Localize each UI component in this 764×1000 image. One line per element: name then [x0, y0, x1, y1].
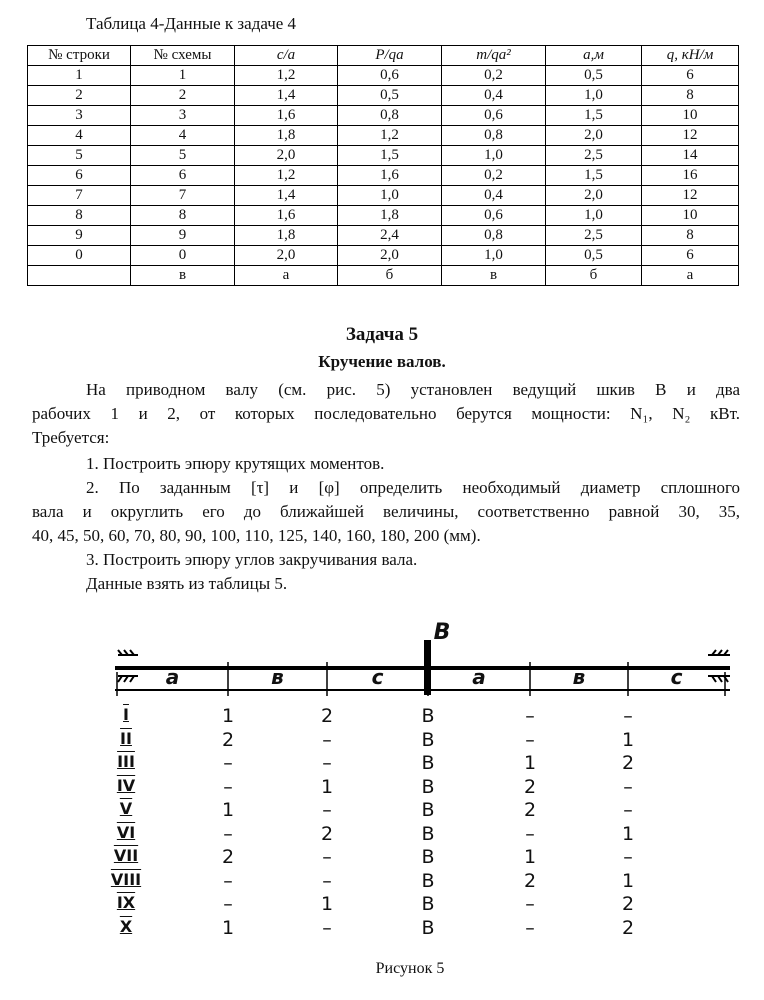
table-cell: в [131, 266, 235, 286]
scheme-value: – [322, 846, 332, 868]
table-cell: 3 [131, 106, 235, 126]
table-cell: 10 [642, 106, 739, 126]
scheme-number: I [123, 705, 129, 724]
table-cell: 8 [642, 86, 739, 106]
table-cell: 8 [131, 206, 235, 226]
table-cell: 6 [131, 166, 235, 186]
table-cell: 1,8 [235, 126, 338, 146]
table-cell: 0,5 [546, 66, 642, 86]
table-row [28, 246, 739, 266]
scheme-value: 2 [523, 775, 537, 798]
paragraph-line: вала и округлить его до ближайшей величины, соответственно равной 30, 35, [32, 502, 740, 521]
table-cell: 0,8 [442, 226, 546, 246]
scheme-value: – [223, 822, 233, 845]
scheme-number: III [117, 752, 135, 771]
scheme-number: V [119, 799, 133, 818]
scheme-value: – [525, 893, 535, 915]
scheme-value: B [421, 916, 435, 939]
table-cell: б [338, 266, 442, 286]
scheme-value: B [421, 799, 435, 821]
scheme-value: – [623, 846, 633, 868]
table-cell: 6 [642, 246, 739, 266]
scheme-value: – [623, 799, 633, 821]
table-cell: 5 [131, 146, 235, 166]
shaft-figure [80, 610, 760, 960]
paragraph-line: На приводном валу (см. рис. 5) установлен ведущий шкив B и два [86, 380, 740, 399]
col-header: № строки [28, 46, 131, 66]
paragraph-line: рабочих 1 и 2, от которых последовательно берутся мощности: N₁, N₂ кВт. [32, 404, 740, 423]
table-cell: 1,6 [338, 166, 442, 186]
table-cell: 1,6 [235, 106, 338, 126]
scheme-value: – [525, 822, 535, 845]
table-cell: 0,2 [442, 66, 546, 86]
scheme-value: – [525, 916, 535, 939]
scheme-value: 2 [523, 869, 537, 892]
scheme-number: VIII [110, 869, 142, 889]
table-cell: 4 [131, 126, 235, 146]
table-cell: 16 [642, 166, 739, 186]
scheme-value: – [525, 705, 535, 727]
segment-label: в [271, 665, 284, 689]
table-row [28, 146, 739, 166]
table-row [28, 226, 739, 246]
table-cell: 1,0 [442, 146, 546, 166]
scheme-value: 1 [221, 916, 235, 939]
table-cell: а [642, 266, 739, 286]
col-header: P/qa [338, 46, 442, 66]
col-header: № схемы [131, 46, 235, 66]
table-cell: 0,4 [442, 186, 546, 206]
scheme-value: 2 [621, 916, 635, 939]
scheme-value: 1 [523, 752, 537, 774]
data-table [27, 45, 739, 286]
table-cell: 0,8 [338, 106, 442, 126]
scheme-value: – [322, 799, 332, 821]
table-cell: 5 [28, 146, 131, 166]
scheme-value: – [322, 869, 332, 892]
col-header: m/qa² [442, 46, 546, 66]
scheme-value: 1 [621, 869, 635, 892]
shaft-drawing [80, 610, 760, 720]
scheme-value: 1 [621, 728, 635, 751]
paragraph-line: Требуется: [32, 428, 110, 447]
paragraph-line: 40, 45, 50, 60, 70, 80, 90, 100, 110, 125, 140, 160, 180, 200 (мм). [32, 526, 481, 545]
scheme-number: VI [116, 822, 136, 842]
table-cell: 1,4 [235, 186, 338, 206]
scheme-value: 1 [221, 799, 235, 821]
table-cell: 8 [28, 206, 131, 226]
scheme-value: 2 [621, 752, 635, 774]
scheme-value: – [322, 916, 332, 939]
table-cell: 12 [642, 186, 739, 206]
scheme-value: B [421, 775, 435, 798]
scheme-number: X [119, 916, 133, 936]
list-item: 2. По заданным [τ] и [φ] определить необходимый диаметр сплошного [86, 478, 740, 497]
table-cell: 1,2 [235, 166, 338, 186]
table-cell: 1,8 [235, 226, 338, 246]
scheme-value: – [322, 752, 332, 774]
table-cell: 0,4 [442, 86, 546, 106]
pulley-label: B [433, 620, 451, 645]
table-cell: 2,0 [338, 246, 442, 266]
table-cell: 1,0 [338, 186, 442, 206]
list-item: 1. Построить эпюру крутящих моментов. [86, 454, 385, 473]
scheme-value: B [421, 869, 435, 892]
scheme-value: – [322, 728, 332, 751]
table-cell: 1,0 [546, 86, 642, 106]
table-cell: 1,5 [546, 166, 642, 186]
table-cell: 2 [131, 86, 235, 106]
scheme-value: 2 [320, 705, 334, 727]
scheme-value: B [421, 893, 435, 915]
table-cell: 1,4 [235, 86, 338, 106]
table-cell: 1,8 [338, 206, 442, 226]
scheme-value: 1 [523, 846, 537, 868]
scheme-number: IX [116, 893, 136, 912]
table-cell: 10 [642, 206, 739, 226]
list-item: 3. Построить эпюру углов закручивания вала. [86, 550, 418, 569]
table-row [28, 126, 739, 146]
scheme-value: 2 [320, 822, 334, 845]
table-cell: б [546, 266, 642, 286]
table-cell: 4 [28, 126, 131, 146]
table-cell: 1,0 [546, 206, 642, 226]
scheme-value: – [525, 728, 535, 751]
table-cell: 0,6 [442, 106, 546, 126]
scheme-value: B [421, 752, 435, 774]
scheme-value: – [223, 893, 233, 915]
table-row [28, 186, 739, 206]
col-header: q, кН/м [642, 46, 739, 66]
table-cell: 6 [28, 166, 131, 186]
table-cell: 1,2 [235, 66, 338, 86]
table-cell: 0,2 [442, 166, 546, 186]
scheme-value: 2 [621, 893, 635, 915]
scheme-value: – [223, 869, 233, 892]
table-cell: 12 [642, 126, 739, 146]
table-cell: 7 [131, 186, 235, 206]
scheme-value: B [421, 822, 435, 845]
table-cell: 2,5 [546, 226, 642, 246]
note: Данные взять из таблицы 5. [86, 574, 288, 593]
scheme-value: 1 [320, 775, 334, 798]
table-header-row [28, 46, 739, 66]
table-cell: 2 [28, 86, 131, 106]
table-cell: 8 [642, 226, 739, 246]
scheme-value: B [421, 728, 435, 751]
table-row [28, 166, 739, 186]
table-cell: в [442, 266, 546, 286]
scheme-value: 2 [523, 799, 537, 821]
table-cell: 0 [28, 246, 131, 266]
table-cell: 2,5 [546, 146, 642, 166]
scheme-value: – [223, 775, 233, 798]
segment-label: c [371, 665, 384, 689]
scheme-value: 2 [221, 846, 235, 868]
table-cell: 1,5 [546, 106, 642, 126]
scheme-value: 1 [320, 893, 334, 915]
scheme-value: 2 [221, 728, 235, 751]
table-cell: 1,2 [338, 126, 442, 146]
col-header: a,м [546, 46, 642, 66]
table-cell: 0 [131, 246, 235, 266]
table-cell: 1 [28, 66, 131, 86]
table-cell: 9 [131, 226, 235, 246]
segment-label: c [670, 665, 683, 689]
table-row [28, 66, 739, 86]
scheme-value: B [421, 846, 435, 868]
scheme-number: II [120, 728, 132, 748]
table-cell: 1,6 [235, 206, 338, 226]
table-cell: 1,5 [338, 146, 442, 166]
table-cell: 1,0 [442, 246, 546, 266]
table-cell: 7 [28, 186, 131, 206]
table-cell: а [235, 266, 338, 286]
segment-label: в [572, 665, 586, 689]
table-cell: 2,0 [235, 246, 338, 266]
scheme-value: 1 [621, 822, 635, 845]
scheme-number: IV [116, 775, 136, 795]
table-cell: 0,8 [442, 126, 546, 146]
table-cell: 0,5 [546, 246, 642, 266]
col-header: c/a [235, 46, 338, 66]
table-row [28, 86, 739, 106]
table-cell: 14 [642, 146, 739, 166]
segment-label: a [472, 665, 486, 689]
scheme-value: 1 [221, 705, 235, 727]
task-title: Задача 5 [345, 324, 419, 345]
table-title: Таблица 4-Данные к задаче 4 [86, 14, 297, 33]
segment-label: a [165, 665, 180, 689]
table-row [28, 206, 739, 226]
scheme-value: – [623, 705, 633, 727]
figure-caption: Рисунок 5 [375, 960, 445, 977]
scheme-value: – [623, 775, 633, 798]
table-cell [28, 266, 131, 286]
table-cell: 0,6 [442, 206, 546, 226]
table-cell: 2,0 [546, 126, 642, 146]
scheme-value: B [421, 705, 435, 727]
task-subtitle: Кручение валов. [318, 352, 446, 371]
table-cell: 3 [28, 106, 131, 126]
table-cell: 0,5 [338, 86, 442, 106]
scheme-number: VII [113, 846, 139, 865]
table-cell: 2,0 [546, 186, 642, 206]
table-cell: 2,0 [235, 146, 338, 166]
table-cell: 9 [28, 226, 131, 246]
table-cell: 2,4 [338, 226, 442, 246]
table-cell: 6 [642, 66, 739, 86]
table-cell: 0,6 [338, 66, 442, 86]
table-cell: 1 [131, 66, 235, 86]
scheme-value: – [223, 752, 233, 774]
table-row [28, 106, 739, 126]
table-row [28, 266, 739, 286]
